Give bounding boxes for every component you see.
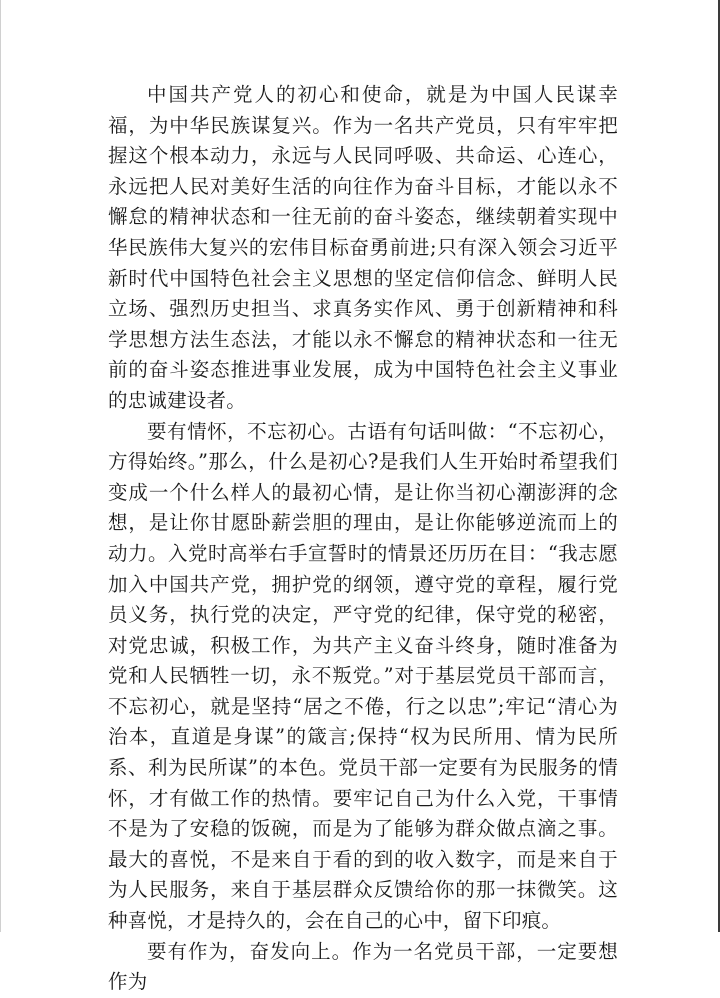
document-body	[108, 80, 618, 998]
paragraph-original-aspiration: 要有情怀，不忘初心。古语有句话叫做：“不忘初心，方得始终。”那么，什么是初心?是我们人生开始时希望我们变成一个什么样人的最初心情，是让你当初心潮澎湃的念想，是让你甘愿卧薪尝胆的理由，是让你能够逆流而上的动力。入党时高举右手宣誓时的情景还历历在目：“我志愿加入中国共产党，拥护党的纲领，遵守党的章程，履行党员义务，执行党的决定，严守党的纪律，保守党的秘密，对党忠诚，积极工作，为共产主义奋斗终身，随时准备为党和人民牺牲一切，永不叛党。”对于基层党员干部而言，不忘初心，就是坚持“居之不倦，行之以忠”;牢记“清心为治本，直道是身谋”的箴言;保持“权为民所用、情为民所系、利为民所谋”的本色。党员干部一定要有为民服务的情怀，才有做工作的热情。要牢记自己为什么入党，干事情不是为了安稳的饭碗，而是为了能够为群众做点滴之事。最大的喜悦，不是来自于看的到的收入数字，而是来自于为人民服务，来自于基层群众反馈给你的那一抹微笑。这种喜悦，才是持久的，会在自己的心中，留下印痕。	[108, 419, 618, 933]
paragraph-mission: 中国共产党人的初心和使命，就是为中国人民谋幸福，为中华民族谋复兴。作为一名共产党员，只有牢牢把握这个根本动力，永远与人民同呼吸、共命运、心连心，永远把人民对美好生活的向往作为奋斗目标，才能以永不懈怠的精神状态和一往无前的奋斗姿态，继续朝着实现中华民族伟大复兴的宏伟目标奋勇前进;只有深入领会习近平新时代中国特色社会主义思想的坚定信仰信念、鲜明人民立场、强烈历史担当、求真务实作风、勇于创新精神和科学思想方法生态法，才能以永不懈怠的精神状态和一往无前的奋斗姿态推进事业发展，成为中国特色社会主义事业的忠诚建设者。	[108, 83, 618, 412]
paragraph-take-action: 要有作为，奋发向上。作为一名党员干部，一定要想作为	[108, 939, 618, 994]
page-edge-left	[0, 0, 1, 932]
